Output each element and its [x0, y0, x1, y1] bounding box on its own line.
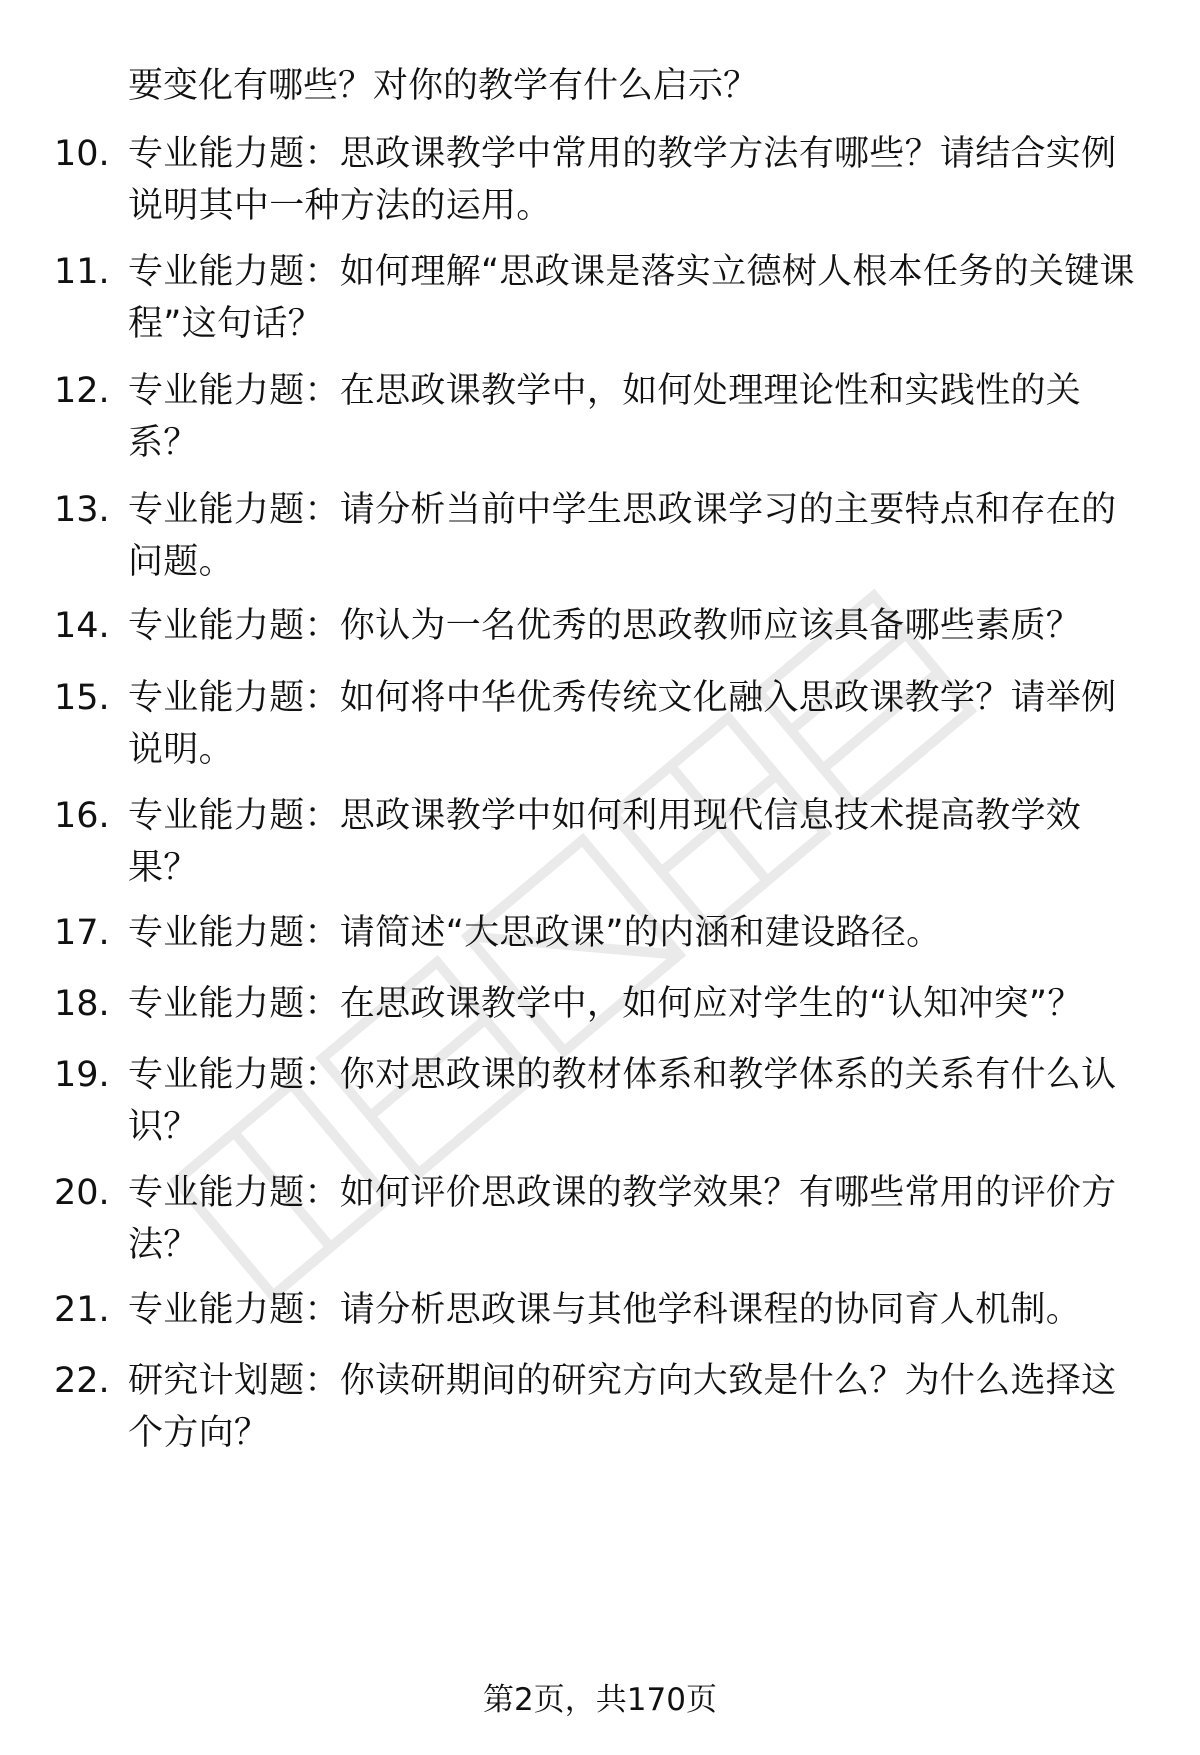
item-text: 专业能力题：请简述“大思政课”的内涵和建设路径。	[128, 913, 942, 953]
continuation-text: 要变化有哪些？对你的教学有什么启示？	[128, 66, 759, 106]
item-number: 10.	[54, 134, 110, 174]
item-text: 专业能力题：如何将中华优秀传统文化融入思政课教学？请举例说明。	[128, 678, 1117, 770]
item-number: 15.	[54, 678, 110, 718]
item-number: 19.	[54, 1055, 110, 1095]
item-number: 14.	[54, 606, 110, 646]
item-text: 专业能力题：思政课教学中常用的教学方法有哪些？请结合实例说明其中一种方法的运用。	[128, 134, 1117, 226]
item-number: 11.	[54, 252, 110, 292]
item-number: 12.	[54, 371, 110, 411]
item-number: 13.	[54, 490, 110, 530]
item-number: 22.	[54, 1361, 110, 1401]
page-footer: 第2页，共170页	[483, 1682, 717, 1718]
item-text: 专业能力题：如何评价思政课的教学效果？有哪些常用的评价方法？	[128, 1173, 1117, 1265]
item-number: 16.	[54, 796, 110, 836]
item-text: 专业能力题：请分析思政课与其他学科课程的协同育人机制。	[128, 1290, 1082, 1330]
item-text: 专业能力题：在思政课教学中，如何应对学生的“认知冲突”？	[128, 984, 1083, 1024]
item-text: 研究计划题：你读研期间的研究方向大致是什么？为什么选择这个方向？	[128, 1361, 1117, 1453]
item-text: 专业能力题：你对思政课的教材体系和教学体系的关系有什么认识？	[128, 1055, 1117, 1147]
item-number: 18.	[54, 984, 110, 1024]
item-text: 专业能力题：你认为一名优秀的思政教师应该具备哪些素质？	[128, 606, 1082, 646]
item-text: 专业能力题：在思政课教学中，如何处理理论性和实践性的关系？	[128, 371, 1082, 463]
item-text: 专业能力题：思政课教学中如何利用现代信息技术提高教学效果？	[128, 796, 1082, 888]
item-text: 专业能力题：请分析当前中学生思政课学习的主要特点和存在的问题。	[128, 490, 1117, 582]
item-number: 17.	[54, 913, 110, 953]
item-number: 21.	[54, 1290, 110, 1330]
item-number: 20.	[54, 1173, 110, 1213]
item-text: 专业能力题：如何理解“思政课是落实立德树人根本任务的关键课程”这句话？	[128, 252, 1135, 344]
